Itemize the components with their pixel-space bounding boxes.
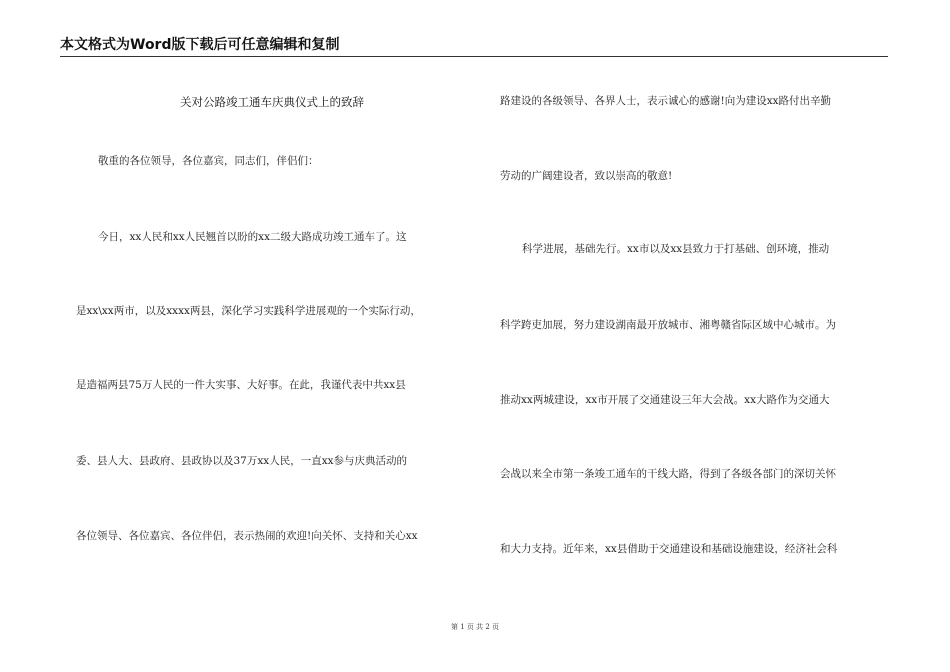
- paragraph-line: 科学跨吏加展，努力建设湖南最开放城市、湘粤赣省际区域中心城市。为: [500, 319, 836, 331]
- paragraph-line: 和大力支持。近年来，xx县借助于交通建设和基础设施建设，经济社会科: [500, 543, 838, 555]
- paragraph-line: 委、县人大、县政府、县政协以及37万xx人民，一直xx参与庆典活动的: [76, 455, 408, 467]
- paragraph-line: 劳动的广阔建设者，致以崇高的敬意!: [500, 170, 673, 182]
- paragraph-line: 会战以来全市第一条竣工通车的干线大路，得到了各级各部门的深切关怀: [500, 468, 836, 480]
- document-title: 关对公路竣工通车庆典仪式上的致辞: [180, 95, 364, 109]
- paragraph-line: 科学进展，基础先行。xx市以及xx县致力于打基础、创环境，推动: [522, 243, 830, 255]
- paragraph-line: 是造福两县75万人民的一件大实事、大好事。在此，我谨代表中共xx县: [76, 379, 406, 391]
- paragraph-line: 各位领导、各位嘉宾、各位伴侣，表示热闹的欢迎!向关怀、支持和关心xx: [76, 530, 418, 542]
- page-number: 第 1 页 共 2 页: [450, 623, 500, 631]
- paragraph-line: 路建设的各级领导、各界人士，表示诚心的感谢!向为建设xx路付出辛勤: [500, 95, 832, 107]
- page-header: 本文格式为Word版下载后可任意编辑和复制: [60, 37, 340, 53]
- paragraph-line: 今日，xx人民和xx人民翘首以盼的xx二级大路成功竣工通车了。这: [98, 231, 407, 243]
- paragraph-line: 是xx\xx两市，以及xxxx两县，深化学习实践科学进展观的一个实际行动，: [76, 305, 421, 317]
- header-divider: [60, 56, 888, 57]
- paragraph-line: 推动xx两城建设，xx市开展了交通建设三年大会战。xx大路作为交通大: [500, 394, 830, 406]
- paragraph-line: 敬重的各位领导，各位嘉宾，同志们，伴侣们：: [98, 155, 319, 167]
